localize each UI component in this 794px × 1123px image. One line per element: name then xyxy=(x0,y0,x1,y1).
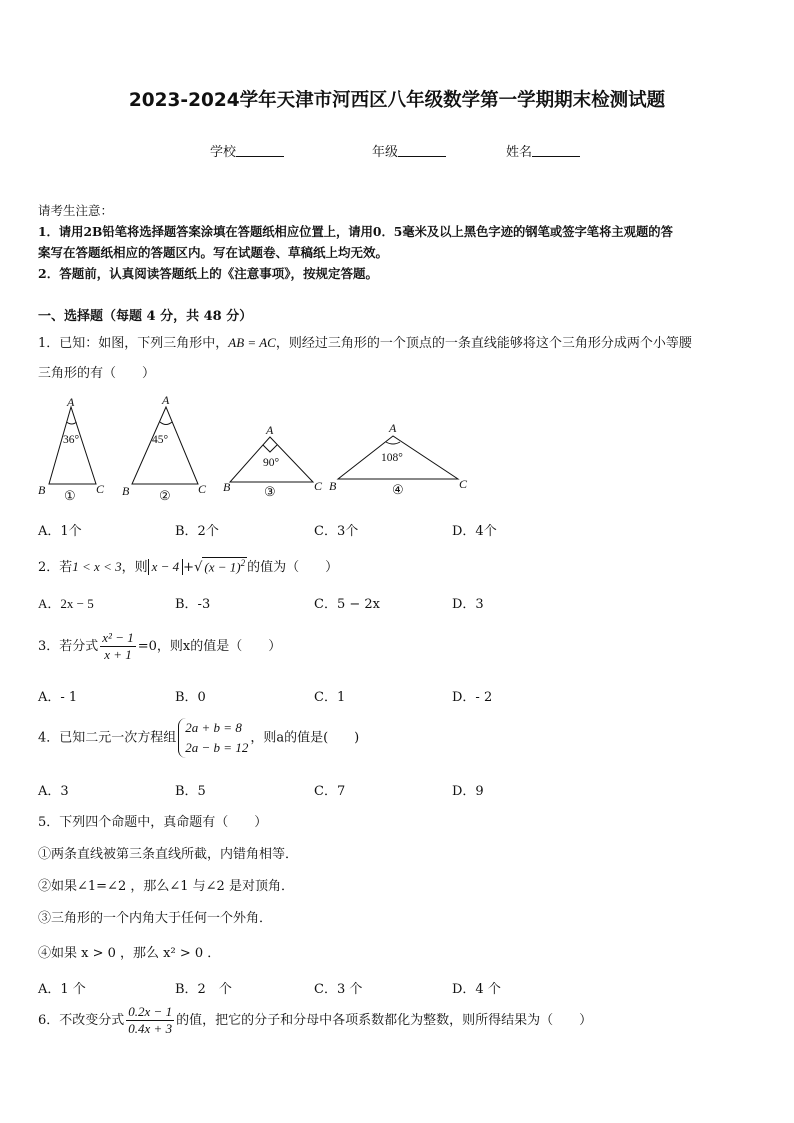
q1-math: AB = AC xyxy=(228,335,276,350)
q2-pre: 2．若 xyxy=(38,560,73,575)
note-2: 2．答题前，认真阅读答题纸上的《注意事项》，按规定答题。 xyxy=(38,266,378,281)
question-3 xyxy=(38,630,281,663)
q6-denominator: 0.4x + 3 xyxy=(128,1021,173,1036)
angle-arc-1 xyxy=(67,422,77,424)
q2-option-c: C．5 − 2x xyxy=(314,597,380,612)
question-1 xyxy=(38,332,692,351)
q3-post: =0，则x的值是（ ） xyxy=(137,639,282,654)
q5-option-c: C．3 个 xyxy=(314,982,363,997)
q5-proposition-1: ①两条直线被第三条直线所截，内错角相等． xyxy=(38,847,299,862)
q4-pre: 4．已知二元一次方程组 xyxy=(38,730,177,746)
q1-option-d: D．4个 xyxy=(452,524,497,539)
q1-pre: 1．已知：如图，下列三角形中， xyxy=(38,336,229,351)
q2-post: 的值为（ ） xyxy=(247,560,339,575)
t1-vertex-b: B xyxy=(38,483,46,497)
q3-pre: 3．若分式 xyxy=(38,639,99,654)
q4-option-c: C．7 xyxy=(314,784,346,799)
t3-number: ③ xyxy=(264,484,276,499)
angle-arc-2 xyxy=(160,422,172,425)
t1-number: ① xyxy=(64,488,76,503)
t2-vertex-a: A xyxy=(162,393,170,407)
t2-angle-label: 45° xyxy=(152,434,169,446)
q1-option-c: C．3个 xyxy=(314,524,359,539)
q2-exponent: 2 xyxy=(240,557,246,568)
q2-root-sign: √ xyxy=(194,560,203,575)
q4-post: ，则a的值是( ) xyxy=(250,730,360,746)
q3-option-b: B．0 xyxy=(175,690,206,705)
q6-numerator: 0.2x − 1 xyxy=(128,1004,173,1019)
grade-label: 年级 xyxy=(372,145,399,160)
q2-mid: ，则 xyxy=(121,560,148,575)
name-blank xyxy=(532,144,580,157)
q2-plus: + xyxy=(183,560,195,575)
t3-vertex-b: B xyxy=(223,480,231,494)
t3-vertex-a: A xyxy=(266,423,274,437)
t4-vertex-a: A xyxy=(389,421,397,435)
notes-heading: 请考生注意： xyxy=(38,203,114,218)
question-6 xyxy=(38,1004,592,1037)
t3-vertex-c: C xyxy=(314,479,323,493)
note-1a: 1．请用2B铅笔将选择题答案涂填在答题纸相应位置上，请用0．5毫米及以上黑色字迹的钢笔或签字笔将主观题的答 xyxy=(38,224,673,239)
q2-option-d: D．3 xyxy=(452,597,484,612)
school-blank xyxy=(236,144,284,157)
note-1b: 案写在答题纸相应的答题区内。写在试题卷、草稿纸上均无效。 xyxy=(38,245,389,260)
q2-option-a: A．2x − 5 xyxy=(38,596,94,611)
q3-option-a: A．- 1 xyxy=(38,690,78,705)
q1-triangles-figure xyxy=(30,392,480,504)
q3-fraction xyxy=(100,630,135,663)
t3-angle-label: 90° xyxy=(263,457,280,469)
page-title: 2023-2024学年天津市河西区八年级数学第一学期期末检测试题 xyxy=(128,90,666,111)
q2-radicand-base: (x − 1) xyxy=(204,559,241,574)
q3-numerator: x² − 1 xyxy=(102,630,134,645)
school-label: 学校 xyxy=(210,145,237,160)
t4-angle-label: 108° xyxy=(381,452,403,464)
q5-option-d: D．4 个 xyxy=(452,982,501,997)
t4-number: ④ xyxy=(392,482,404,497)
name-field xyxy=(506,141,580,160)
t4-vertex-b: B xyxy=(329,479,337,493)
t1-vertex-a: A xyxy=(67,395,75,409)
q4-option-a: A．3 xyxy=(38,784,69,799)
section-heading: 一、选择题（每题 4 分，共 48 分） xyxy=(38,309,253,324)
q1-option-b: B．2个 xyxy=(175,524,219,539)
t1-vertex-c: C xyxy=(96,482,105,496)
q4-equation-1: 2a + b = 8 xyxy=(185,720,242,735)
q6-post: 的值，把它的分子和分母中各项系数都化为整数，则所得结果为（ ） xyxy=(176,1013,593,1028)
q6-pre: 6．不改变分式 xyxy=(38,1013,125,1028)
t2-vertex-c: C xyxy=(198,482,207,496)
q2-absolute-value: x − 4 xyxy=(148,559,184,575)
right-angle-mark-3 xyxy=(263,445,277,452)
t4-vertex-c: C xyxy=(459,477,468,491)
name-label: 姓名 xyxy=(506,145,533,160)
q4-equation-system xyxy=(178,718,248,758)
q5-proposition-2: ②如果∠1=∠2 ，那么∠1 与∠2 是对顶角． xyxy=(38,879,294,894)
q1-line2: 三角形的有（ ） xyxy=(38,366,156,381)
t2-vertex-b: B xyxy=(122,484,130,498)
q5-proposition-3: ③三角形的一个内角大于任何一个外角． xyxy=(38,911,273,926)
t2-number: ② xyxy=(159,488,171,503)
grade-field xyxy=(372,141,446,160)
school-field xyxy=(210,141,284,160)
q3-denominator: x + 1 xyxy=(104,647,132,662)
q5-proposition-4: ④如果 x > 0 ，那么 x² > 0 ． xyxy=(38,946,221,961)
q6-fraction xyxy=(126,1004,174,1037)
q1-post: ，则经过三角形的一个顶点的一条直线能够将这个三角形分成两个小等腰 xyxy=(275,336,692,351)
q4-equation-2: 2a − b = 12 xyxy=(185,740,249,755)
q2-option-b: B．-3 xyxy=(175,597,211,612)
q3-option-c: C．1 xyxy=(314,690,346,705)
q1-option-a: A．1个 xyxy=(38,524,82,539)
q2-condition: 1 < x < 3 xyxy=(72,559,122,574)
question-4 xyxy=(38,718,359,758)
grade-blank xyxy=(398,144,446,157)
q5-option-b: B．2 个 xyxy=(175,982,232,997)
q2-radicand xyxy=(202,557,247,575)
angle-arc-4 xyxy=(386,442,400,444)
t1-angle-label: 36° xyxy=(63,434,80,446)
q4-option-d: D．9 xyxy=(452,784,484,799)
question-5: 5．下列四个命题中，真命题有（ ） xyxy=(38,815,268,830)
q4-option-b: B．5 xyxy=(175,784,206,799)
q5-option-a: A．1 个 xyxy=(38,982,86,997)
q3-option-d: D．- 2 xyxy=(452,690,493,705)
question-2 xyxy=(38,556,338,575)
